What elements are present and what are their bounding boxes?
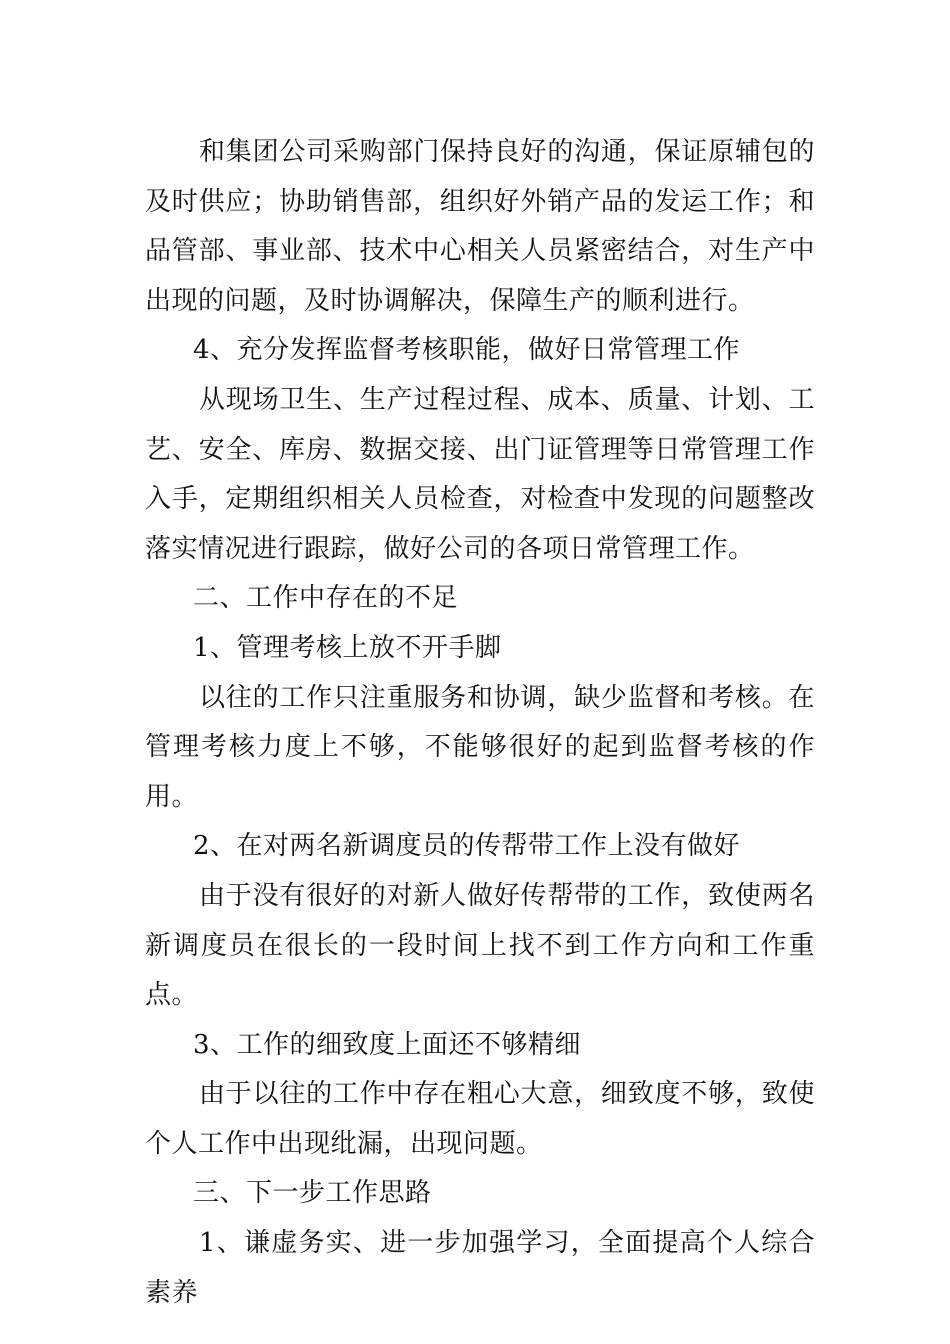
document-body: [145, 128, 815, 1318]
paragraph-coordination: 和集团公司采购部门保持良好的沟通，保证原辅包的及时供应；协助销售部，组织好外销产品的发运工作；和品管部、事业部、技术中心相关人员紧密结合，对生产中出现的问题，及时协调解决，保障生产的顺利进行。: [145, 137, 815, 316]
paragraph-shortcoming-1: 以往的工作只注重服务和协调，缺少监督和考核。在管理考核力度上不够，不能够很好的起到监督考核的作用。: [145, 682, 815, 812]
paragraph-next-step-1: 1、谦虚务实、进一步加强学习，全面提高个人综合素养: [145, 1228, 815, 1308]
heading-supervision-duties: 4、充分发挥监督考核职能，做好日常管理工作: [193, 335, 741, 366]
heading-shortcoming-3: 3、工作的细致度上面还不够精细: [193, 1029, 582, 1060]
paragraph-shortcoming-2: 由于没有很好的对新人做好传帮带的工作，致使两名新调度员在很长的一段时间上找不到工作方向和工作重点。: [145, 880, 815, 1011]
heading-shortcoming-1: 1、管理考核上放不开手脚: [193, 632, 502, 663]
paragraph-shortcoming-3: 由于以往的工作中存在粗心大意，细致度不够，致使个人工作中出现纰漏，出现问题。: [145, 1079, 815, 1159]
paragraph-daily-management: 从现场卫生、生产过程过程、成本、质量、计划、工艺、安全、库房、数据交接、出门证管理等日常管理工作入手，定期组织相关人员检查，对检查中发现的问题整改落实情况进行跟踪，做好公司的各项日常管理工作。: [145, 384, 815, 564]
section-heading-next-steps: 三、下一步工作思路: [193, 1178, 432, 1209]
heading-shortcoming-2: 2、在对两名新调度员的传帮带工作上没有做好: [193, 831, 741, 862]
section-heading-shortcomings: 二、工作中存在的不足: [193, 583, 459, 614]
